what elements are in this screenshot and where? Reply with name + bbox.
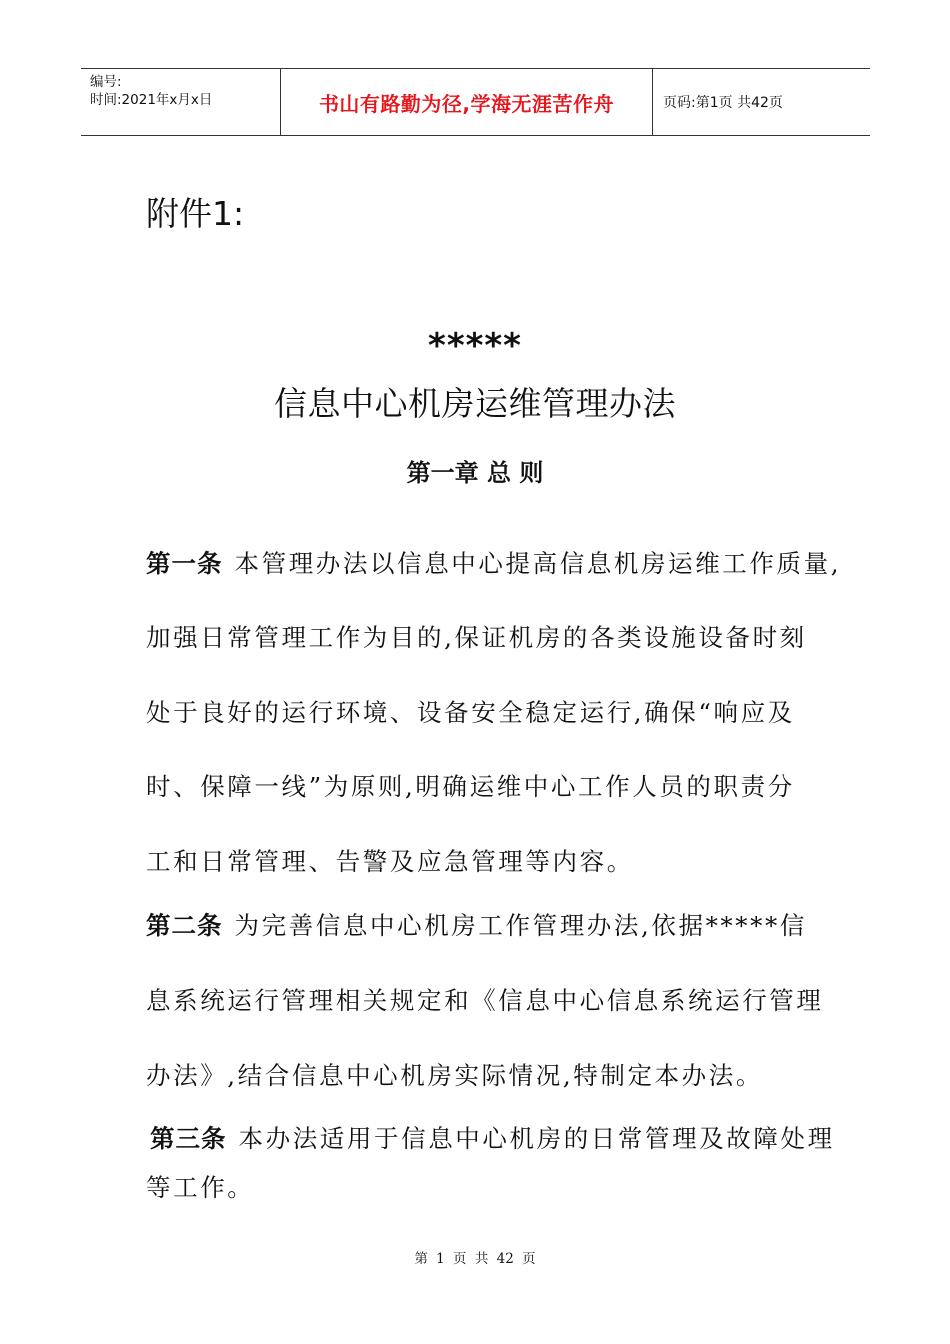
number-label: 编号: [90,74,122,90]
header-motto: 书山有路勤为径,学海无涯苦作舟 [281,69,653,135]
article-3-line-1 [150,1120,835,1155]
article-1-line-2: 加强日常管理工作为目的,保证机房的各类设施设备时刻 [146,623,807,652]
article-1-label: 第一条 [146,549,223,578]
header-meta [81,69,281,135]
chapter-title: 第一章 总 则 [406,459,544,487]
article-3-text: 本办法适用于信息中心机房的日常管理及故障处理 [238,1124,835,1153]
article-2-line-2: 息系统运行管理相关规定和《信息中心信息系统运行管理 [146,986,824,1015]
article-2-line-3: 办法》,结合信息中心机房实际情况,特制定本办法。 [146,1061,763,1090]
article-3-label: 第三条 [150,1124,227,1153]
document-title: 信息中心机房运维管理办法 [274,384,676,423]
article-1-line-3: 处于良好的运行环境、设备安全稳定运行,确保“响应及 [146,698,795,727]
page-header [81,68,870,136]
organization-mask: ***** [428,326,522,366]
header-page-info: 页码:第1页 共42页 [663,95,783,111]
article-1-line-5: 工和日常管理、告警及应急管理等内容。 [146,847,634,876]
article-2-line-1 [146,907,807,942]
article-2-text: 为完善信息中心机房工作管理办法,依据*****信 [234,911,807,940]
page-footer: 第 1 页 共 42 页 [414,1251,536,1267]
article-3-line-2: 等工作。 [146,1173,255,1202]
attachment-label: 附件1: [146,194,245,233]
article-1-line-1 [146,545,841,580]
time-label: 时间:2021年x月x日 [90,92,213,108]
article-2-label: 第二条 [146,911,223,940]
article-1-line-4: 时、保障一线”为原则,明确运维中心工作人员的职责分 [146,772,795,801]
article-1-text: 本管理办法以信息中心提高信息机房运维工作质量, [234,549,842,578]
